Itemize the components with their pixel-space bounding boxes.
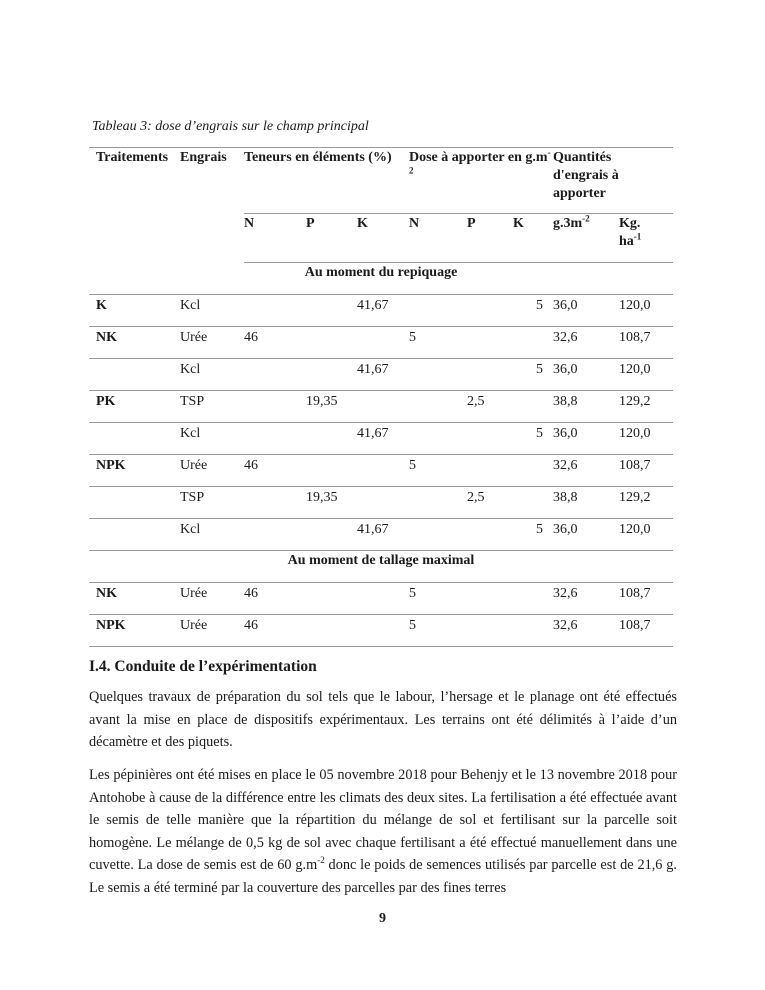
- cell-dose-n: [409, 423, 467, 455]
- table-row: [89, 295, 673, 327]
- header-g3m2-text: g.3m: [553, 216, 583, 231]
- cell-teneur-k: [357, 487, 409, 519]
- cell-teneur-n: [244, 487, 306, 519]
- cell-dose-p: 2,5: [467, 487, 513, 519]
- cell-teneur-p: [306, 359, 357, 391]
- paragraph-pepinieres: [89, 764, 677, 899]
- cell-quantite-g: 32,6: [553, 615, 619, 647]
- header-dose-k: K: [513, 214, 553, 263]
- cell-teneur-p: [306, 615, 357, 647]
- header-dose-p: P: [467, 214, 513, 263]
- cell-quantite-kg: 120,0: [619, 519, 673, 551]
- cell-teneur-k: [357, 391, 409, 423]
- header-engrais: Engrais: [180, 148, 244, 263]
- header-dose-exponent: -2: [409, 147, 551, 176]
- cell-traitement: NK: [89, 327, 180, 359]
- cell-dose-n: [409, 295, 467, 327]
- table-row: [89, 519, 673, 551]
- section-repiquage: Au moment du repiquage: [89, 263, 673, 295]
- cell-traitement: [89, 359, 180, 391]
- cell-teneur-p: [306, 327, 357, 359]
- cell-quantite-g: 38,8: [553, 487, 619, 519]
- page-number: 9: [379, 911, 386, 926]
- table-row: [89, 359, 673, 391]
- cell-teneur-n: 46: [244, 615, 306, 647]
- header-dose-text: Dose à apporter en g.m: [409, 150, 548, 165]
- header-teneur-k: K: [357, 214, 409, 263]
- cell-traitement: K: [89, 295, 180, 327]
- paragraph-pepinieres-part1: Les pépinières ont été mises en place le 05 novembre 2018 pour Behenjy et le 13 novembre 2018 pour Antohobe à cause de la différence entre les climats des deux sites. La fertilisation a été effectuée avant le semis de telle manière que la répartition du mélange de sol et fertilisant sur la parcelle soit homogène. Le mélange de 0,5 kg de sol avec chaque fertilisant a été effectué manuellement dans une cuvette. La dose de semis est de 60 g.m: [89, 767, 677, 873]
- cell-teneur-p: [306, 455, 357, 487]
- cell-dose-k: 5: [513, 423, 553, 455]
- cell-dose-k: 5: [513, 519, 553, 551]
- cell-dose-n: [409, 359, 467, 391]
- cell-dose-n: 5: [409, 327, 467, 359]
- header-kgha-exponent: -1: [633, 231, 642, 242]
- cell-traitement: PK: [89, 391, 180, 423]
- table-row: [89, 487, 673, 519]
- cell-engrais: Kcl: [180, 519, 244, 551]
- cell-teneur-k: 41,67: [357, 519, 409, 551]
- cell-quantite-g: 36,0: [553, 423, 619, 455]
- cell-engrais: Urée: [180, 583, 244, 615]
- cell-teneur-k: [357, 583, 409, 615]
- header-kgha: [619, 214, 673, 263]
- cell-dose-p: [467, 615, 513, 647]
- cell-engrais: Kcl: [180, 295, 244, 327]
- cell-quantite-g: 32,6: [553, 455, 619, 487]
- header-traitements: Traitements: [89, 148, 180, 263]
- cell-dose-p: [467, 583, 513, 615]
- table-row: [89, 615, 673, 647]
- cell-dose-k: [513, 327, 553, 359]
- header-quantites-text: Quantités d'engrais à apporter: [553, 150, 619, 201]
- cell-dose-k: [513, 583, 553, 615]
- cell-teneur-n: [244, 519, 306, 551]
- header-teneur-n: N: [244, 214, 306, 263]
- table-row: [89, 391, 673, 423]
- cell-quantite-kg: 120,0: [619, 423, 673, 455]
- cell-dose-n: [409, 487, 467, 519]
- cell-quantite-g: 36,0: [553, 519, 619, 551]
- cell-traitement: NPK: [89, 615, 180, 647]
- cell-quantite-kg: 108,7: [619, 327, 673, 359]
- cell-quantite-kg: 129,2: [619, 391, 673, 423]
- cell-teneur-p: 19,35: [306, 487, 357, 519]
- cell-teneur-n: 46: [244, 583, 306, 615]
- table-row: [89, 583, 673, 615]
- cell-dose-n: 5: [409, 455, 467, 487]
- cell-quantite-g: 32,6: [553, 327, 619, 359]
- cell-traitement: [89, 423, 180, 455]
- header-g3m2-exponent: -2: [582, 213, 590, 224]
- cell-quantite-g: 36,0: [553, 295, 619, 327]
- cell-engrais: Kcl: [180, 359, 244, 391]
- cell-quantite-kg: 108,7: [619, 455, 673, 487]
- table-row: [89, 455, 673, 487]
- table-row: [89, 423, 673, 455]
- cell-quantite-kg: 120,0: [619, 359, 673, 391]
- cell-dose-p: [467, 455, 513, 487]
- cell-teneur-p: [306, 519, 357, 551]
- cell-dose-k: [513, 615, 553, 647]
- cell-dose-k: [513, 391, 553, 423]
- header-teneur-p: P: [306, 214, 357, 263]
- cell-engrais: Urée: [180, 327, 244, 359]
- cell-dose-p: [467, 359, 513, 391]
- header-kgha-wrap: [619, 215, 649, 251]
- table-row: [89, 327, 673, 359]
- header-dose-n: N: [409, 214, 467, 263]
- cell-teneur-k: [357, 327, 409, 359]
- paragraph-pepinieres-part2: donc le poids de semences utilisés par parcelle est de 21,6 g. Le semis a été terminé par la couverture des parcelles par des fines terres: [89, 857, 677, 896]
- cell-dose-k: 5: [513, 295, 553, 327]
- section-heading: I.4. Conduite de l’expérimentation: [89, 658, 317, 675]
- cell-dose-p: [467, 295, 513, 327]
- cell-engrais: Kcl: [180, 423, 244, 455]
- cell-traitement: NK: [89, 583, 180, 615]
- cell-teneur-n: [244, 391, 306, 423]
- cell-dose-n: 5: [409, 615, 467, 647]
- cell-teneur-n: [244, 295, 306, 327]
- cell-teneur-k: 41,67: [357, 359, 409, 391]
- cell-teneur-k: [357, 455, 409, 487]
- cell-teneur-p: [306, 295, 357, 327]
- cell-quantite-g: 36,0: [553, 359, 619, 391]
- cell-traitement: NPK: [89, 455, 180, 487]
- cell-quantite-kg: 129,2: [619, 487, 673, 519]
- cell-engrais: TSP: [180, 391, 244, 423]
- cell-teneur-p: [306, 583, 357, 615]
- cell-quantite-g: 32,6: [553, 583, 619, 615]
- cell-teneur-p: 19,35: [306, 391, 357, 423]
- paragraph-preparation: Quelques travaux de préparation du sol tels que le labour, l’hersage et le planage ont été effectués avant la mise en place de dispositifs expérimentaux. Les terrains ont été délimités à l’aide d’un décamètre et des piquets.: [89, 689, 677, 750]
- cell-engrais: TSP: [180, 487, 244, 519]
- cell-teneur-n: 46: [244, 455, 306, 487]
- cell-dose-k: 5: [513, 359, 553, 391]
- fertilizer-dose-table: [89, 147, 673, 647]
- cell-traitement: [89, 487, 180, 519]
- paragraph-pepinieres-exponent: -2: [317, 855, 325, 866]
- cell-dose-n: 5: [409, 583, 467, 615]
- cell-dose-k: [513, 487, 553, 519]
- table-caption: Tableau 3: dose d’engrais sur le champ principal: [92, 119, 369, 134]
- section-tallage: Au moment de tallage maximal: [89, 551, 673, 583]
- cell-teneur-k: 41,67: [357, 295, 409, 327]
- cell-teneur-k: 41,67: [357, 423, 409, 455]
- cell-dose-p: [467, 423, 513, 455]
- cell-teneur-n: 46: [244, 327, 306, 359]
- cell-teneur-k: [357, 615, 409, 647]
- cell-engrais: Urée: [180, 615, 244, 647]
- cell-quantite-kg: 120,0: [619, 295, 673, 327]
- cell-dose-p: [467, 519, 513, 551]
- header-g3m2: [553, 214, 619, 263]
- cell-traitement: [89, 519, 180, 551]
- cell-dose-p: 2,5: [467, 391, 513, 423]
- cell-quantite-g: 38,8: [553, 391, 619, 423]
- header-kgha-text: Kg. ha: [619, 216, 641, 249]
- cell-teneur-p: [306, 423, 357, 455]
- header-quantites: [553, 148, 673, 214]
- cell-quantite-kg: 108,7: [619, 615, 673, 647]
- cell-teneur-n: [244, 359, 306, 391]
- cell-engrais: Urée: [180, 455, 244, 487]
- cell-dose-n: [409, 391, 467, 423]
- cell-teneur-n: [244, 423, 306, 455]
- header-dose: [409, 148, 553, 214]
- cell-dose-p: [467, 327, 513, 359]
- cell-quantite-kg: 108,7: [619, 583, 673, 615]
- cell-dose-k: [513, 455, 553, 487]
- header-teneurs: Teneurs en éléments (%): [244, 148, 409, 214]
- cell-dose-n: [409, 519, 467, 551]
